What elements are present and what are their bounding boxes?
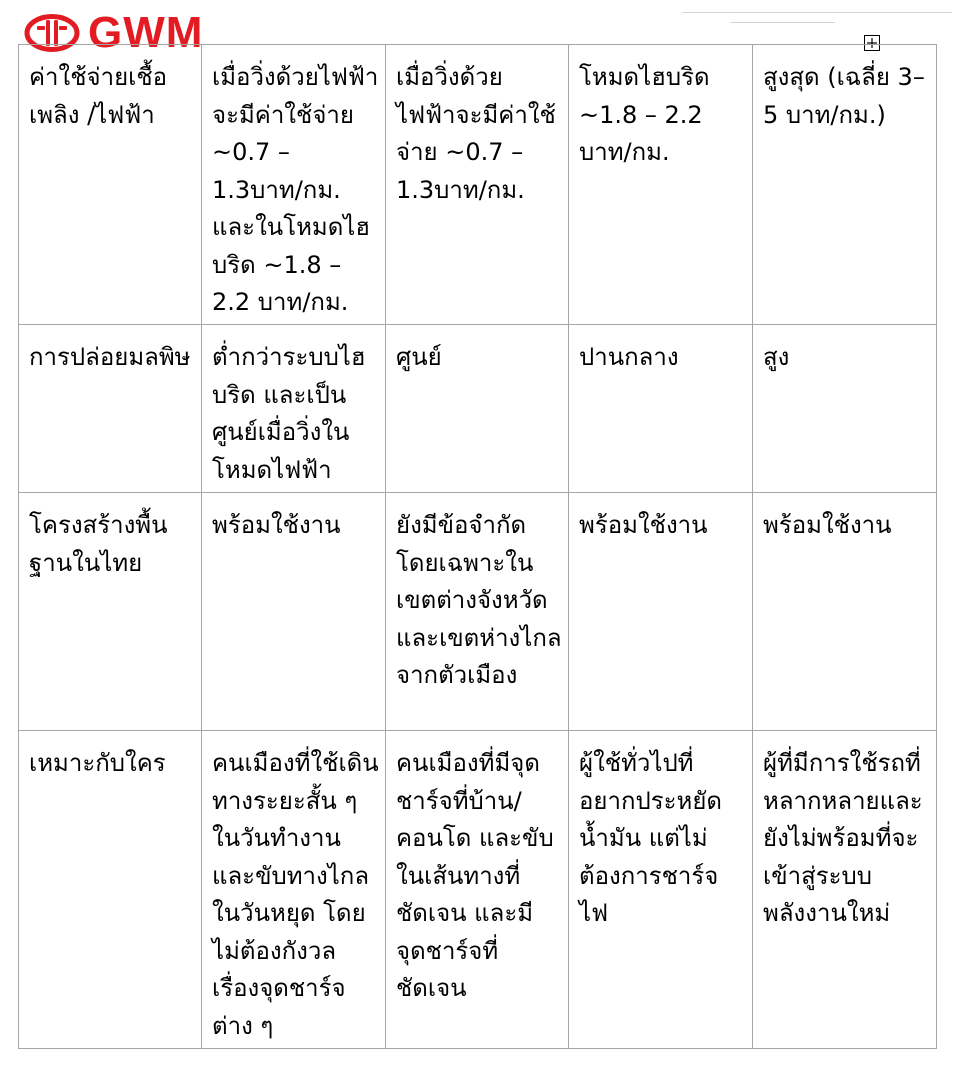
- table-cell: ต่ำกว่าระบบไฮบริด และเป็นศูนย์เมื่อวิ่งในโหมดไฟฟ้า: [202, 325, 386, 493]
- table-cell: ยังมีข้อจำกัด โดยเฉพาะในเขตต่างจังหวัดและเขตห่างไกลจากตัวเมือง: [386, 493, 569, 731]
- table-cell: พร้อมใช้งาน: [202, 493, 386, 731]
- top-rule: [730, 22, 835, 23]
- top-rule: [682, 12, 952, 13]
- table-row: [19, 731, 937, 1049]
- row-label-infrastructure: โครงสร้างพื้นฐานในไทย: [19, 493, 202, 731]
- table-cell: ศูนย์: [386, 325, 569, 493]
- table-cell: เมื่อวิ่งด้วยไฟฟ้าจะมีค่าใช้จ่าย ~0.7 – 1.3บาท/กม. และในโหมดไฮบริด ~1.8 – 2.2 บาท/กม.: [202, 45, 386, 325]
- table-cell: พร้อมใช้งาน: [753, 493, 937, 731]
- row-label-emissions: การปล่อยมลพิษ: [19, 325, 202, 493]
- table-cell: ผู้ที่มีการใช้รถที่หลากหลายและยังไม่พร้อมที่จะเข้าสู่ระบบพลังงานใหม่: [753, 731, 937, 1049]
- table-cell: เมื่อวิ่งด้วยไฟฟ้าจะมีค่าใช้จ่าย ~0.7 – 1.3บาท/กม.: [386, 45, 569, 325]
- brand-name: GWM: [88, 8, 204, 57]
- table-row: [19, 45, 937, 325]
- table-cell: สูง: [753, 325, 937, 493]
- table-cell: คนเมืองที่ใช้เดินทางระยะสั้น ๆ ในวันทำงาน และขับทางไกลในวันหยุด โดยไม่ต้องกังวลเรื่องจุดชาร์จต่าง ๆ: [202, 731, 386, 1049]
- table-cell: คนเมืองที่มีจุดชาร์จที่บ้าน/คอนโด และขับในเส้นทางที่ชัดเจน และมีจุดชาร์จที่ชัดเจน: [386, 731, 569, 1049]
- table-cell: พร้อมใช้งาน: [569, 493, 753, 731]
- table-cell: ปานกลาง: [569, 325, 753, 493]
- comparison-table: [18, 44, 937, 1049]
- table-cell: ผู้ใช้ทั่วไปที่อยากประหยัดน้ำมัน แต่ไม่ต้องการชาร์จไฟ: [569, 731, 753, 1049]
- row-label-suitable-for: เหมาะกับใคร: [19, 731, 202, 1049]
- table-row: [19, 325, 937, 493]
- table-cell: โหมดไฮบริด ~1.8 – 2.2 บาท/กม.: [569, 45, 753, 325]
- table-cell: สูงสุด (เฉลี่ย 3–5 บาท/กม.): [753, 45, 937, 325]
- row-label-fuel-cost: ค่าใช้จ่ายเชื้อเพลิง /ไฟฟ้า: [19, 45, 202, 325]
- table-row: [19, 493, 937, 731]
